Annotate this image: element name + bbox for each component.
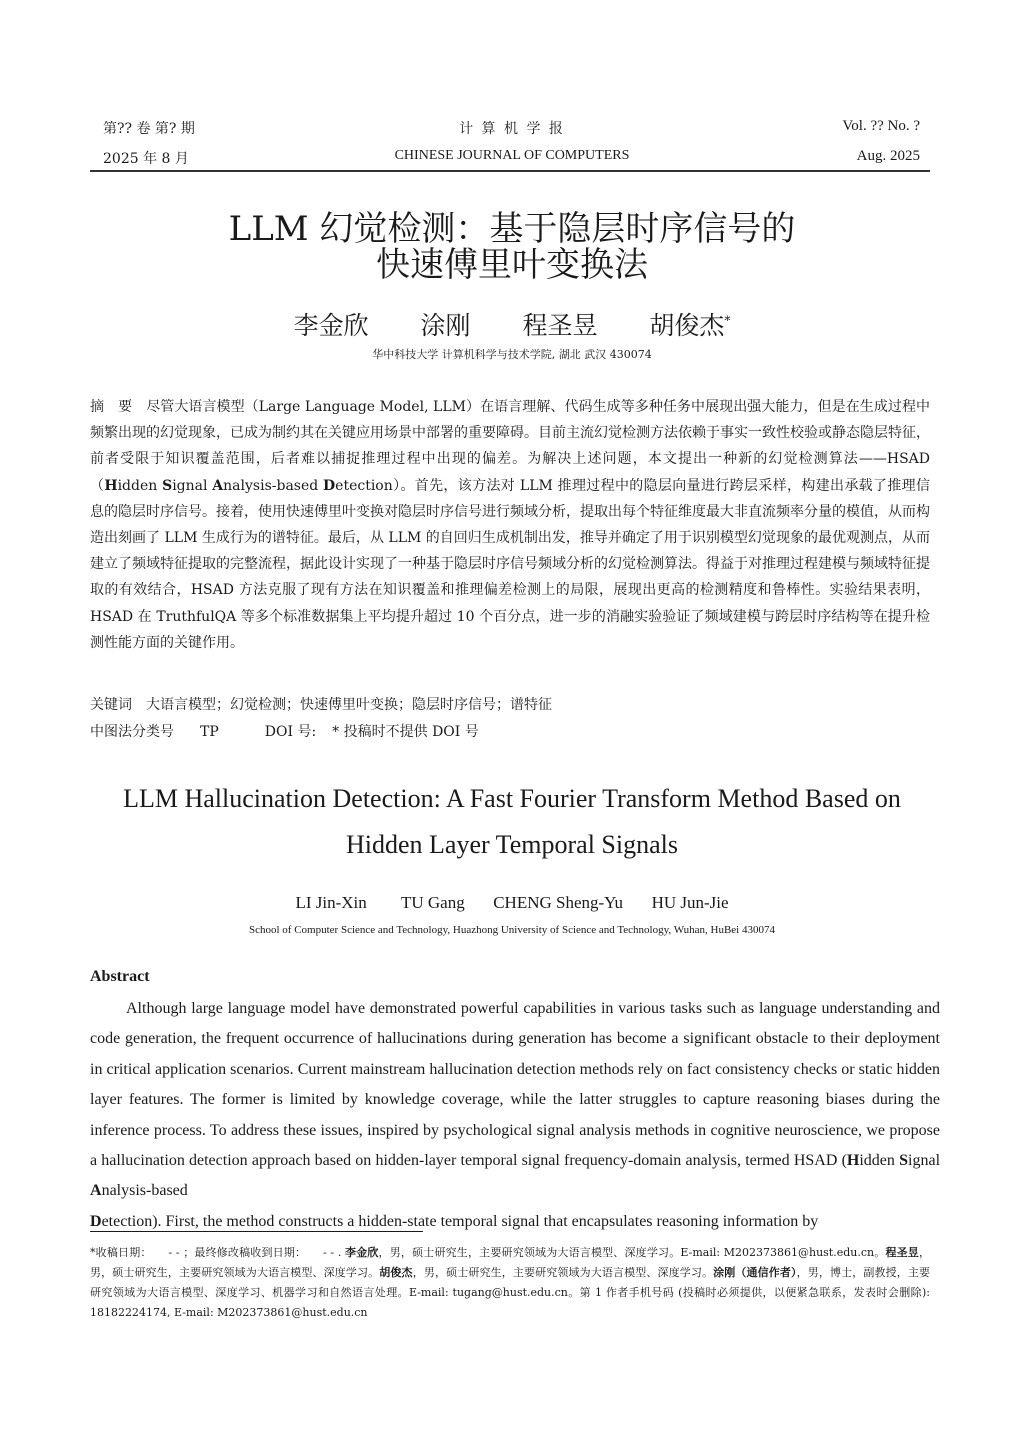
- footnote-author-name: 涂刚（通信作者）: [713, 1266, 797, 1279]
- acronym-rest: nalysis-based: [223, 477, 324, 494]
- title-en-line1: LLM Hallucination Detection: A Fast Fourier Transform Method Based on: [123, 784, 901, 813]
- abstract-en: [90, 994, 940, 1237]
- title-cn-line2: 快速傅里叶变换法: [376, 245, 648, 285]
- footnote: [90, 1243, 930, 1323]
- classification-label: 中图法分类号: [90, 724, 174, 740]
- authors-cn: [0, 306, 1024, 342]
- acronym-letter: S: [899, 1152, 909, 1170]
- acronym-letter: A: [90, 1182, 102, 1200]
- authors-en: [0, 893, 1024, 913]
- author-en: LI Jin-Xin: [295, 893, 367, 912]
- footnote-text: ，男，硕士研究生，主要研究领域为大语言模型、深度学习。E-mail: M202373861@hust.edu.cn。: [378, 1246, 886, 1259]
- footnote-text: ，男，博士，副教授，主要研究领域为大语言模型、深度学习、机器学习和自然语言处理。E-mail: tugang@hust.edu.cn。第 1 作者手机号码 (投稿时必须提供，以便紧急联系，发表时会删除): 18182224174, E-mail: M202373861@hust.edu.cn: [90, 1266, 931, 1319]
- abstract-en-heading: Abstract: [90, 968, 150, 985]
- keywords-label: 关键词: [90, 697, 132, 713]
- acronym-letter: D: [90, 1212, 102, 1230]
- date-cn: 2025 年 8 月: [103, 151, 189, 167]
- affiliation-en: School of Computer Science and Technology, Huazhong University of Science and Technology, Wuhan, HuBei 430074: [248, 924, 775, 936]
- footnote-author-name: 胡俊杰: [379, 1266, 413, 1279]
- corresponding-author-mark: *: [724, 313, 731, 328]
- title-cn-line1: LLM 幻觉检测：基于隐层时序信号的: [228, 209, 796, 249]
- abstract-cn-text: 尽管大语言模型（Large Language Model, LLM）在语言理解、代码生成等多种任务中展现出强大能力，但是在生成过程中频繁出现的幻觉现象，已成为制约其在关键应用场景中部署的重要障碍。目前主流幻觉检测方法依赖于事实一致性校验或静态隐层特征，前者受限于知识覆盖范围，后者难以捕捉推理过程中出现的偏差。为解决上述问题，本文提出一种新的幻觉检测算法——HSAD（: [90, 399, 931, 494]
- footnote-author-name: 程圣昱: [885, 1246, 919, 1259]
- acronym-rest: ignal: [908, 1152, 941, 1170]
- footnote-text: *收稿日期： - - ；最终修改稿收到日期： - - .: [90, 1246, 345, 1259]
- author-cn: 程圣昱: [522, 311, 598, 340]
- abstract-cn-text: ）。首先，该方法对 LLM 推理过程中的隐层向量进行跨层采样，构建出承载了推理信息的隐层时序信号。接着，使用快速傅里叶变换对隐层时序信号进行频域分析，提取出每个特征维度最大非直流频率分量的模值，从而构造出刻画了 LLM 生成行为的谱特征。最后，从 LLM 的自回归生成机制出发，推导并确定了用于识别模型幻觉现象的最优观测点，从而建立了频域特征提取的完整流程，据此设计实现了一种基于隐层时序信号频域分析的幻觉检测算法。得益于对推理过程建模与频域特征提取的有效结合，HSAD 方法克服了现有方法在知识覆盖和推理偏差检测上的局限，展现出更高的检测精度和鲁棒性。实验结果表明，HSAD 在 TruthfulQA 等多个标准数据集上平均提升超过 10 个百分点，进一步的消融实验验证了频域建模与跨层时序结构等在提升检测性能方面的关键作用。: [90, 477, 931, 651]
- doi-label: DOI 号:: [264, 724, 317, 740]
- keywords-text: 大语言模型；幻觉检测；快速傅里叶变换；隐层时序信号；谱特征: [146, 697, 552, 713]
- header-rule: [90, 170, 930, 172]
- acronym-rest: idden: [859, 1152, 900, 1170]
- journal-name-cn: 计 算 机 学 报: [459, 121, 565, 137]
- doi-value: * 投稿时不提供 DOI 号: [332, 724, 479, 740]
- acronym-letter: S: [162, 477, 173, 494]
- author-en: CHENG Sheng-Yu: [493, 893, 624, 912]
- author-cn: 李金欣: [293, 311, 369, 340]
- acronym-rest: nalysis-based: [101, 1182, 188, 1200]
- classification-value: TP: [200, 724, 219, 740]
- author-cn: 涂刚: [420, 311, 471, 340]
- abstract-en-text: ). First, the method constructs a hidden-state temporal signal that encapsulates reasoning information by: [152, 1212, 819, 1230]
- author-en: HU Jun-Jie: [651, 893, 729, 912]
- abstract-cn-label: 摘 要: [90, 399, 133, 415]
- author-en: TU Gang: [400, 893, 465, 912]
- acronym-rest: ignal: [172, 477, 213, 494]
- affiliation-cn: 华中科技大学 计算机科学与技术学院, 湖北 武汉 430074: [372, 348, 652, 361]
- footnote-text: ，男，硕士研究生，主要研究领域为大语言模型、深度学习。: [90, 1246, 930, 1279]
- abstract-cn: [90, 394, 930, 656]
- acronym-rest: idden: [117, 477, 163, 494]
- acronym-letter: H: [846, 1152, 860, 1170]
- acronym-letter: A: [212, 477, 224, 494]
- title-en-line2: Hidden Layer Temporal Signals: [345, 830, 678, 859]
- footnote-author-name: 李金欣: [345, 1246, 379, 1259]
- volume-issue-cn: 第?? 卷 第? 期: [103, 121, 195, 137]
- volume-issue-en: Vol. ?? No. ?: [842, 118, 920, 134]
- acronym-rest: etection: [101, 1212, 153, 1230]
- journal-name-en: CHINESE JOURNAL OF COMPUTERS: [394, 148, 630, 163]
- acronym-rest: etection: [335, 477, 393, 494]
- acronym-letter: D: [323, 477, 336, 494]
- abstract-en-text: Although large language model have demonstrated powerful capabilities in various tasks such as language understanding and code generation, the frequent occurrence of hallucinations during generation has become a significant obstacle to their deployment in critical application scenarios. Current mainstream hallucination detection methods rely on fact consistency checks or static hidden layer features. The former is limited by knowledge coverage, while the latter struggles to capture reasoning biases during the inference process. To address these issues, inspired by psychological signal analysis methods in cognitive neuroscience, we propose a hallucination detection approach based on hidden-layer temporal signal frequency-domain analysis, termed HSAD (: [90, 1000, 940, 1170]
- acronym-letter: H: [104, 477, 118, 494]
- author-cn: 胡俊杰: [649, 311, 725, 340]
- keywords: [90, 694, 552, 714]
- footnote-text: ，男，硕士研究生，主要研究领域为大语言模型、深度学习。: [412, 1266, 714, 1279]
- footnote-separator: [90, 1231, 423, 1232]
- date-en: Aug. 2025: [856, 148, 920, 164]
- classification: [90, 721, 479, 741]
